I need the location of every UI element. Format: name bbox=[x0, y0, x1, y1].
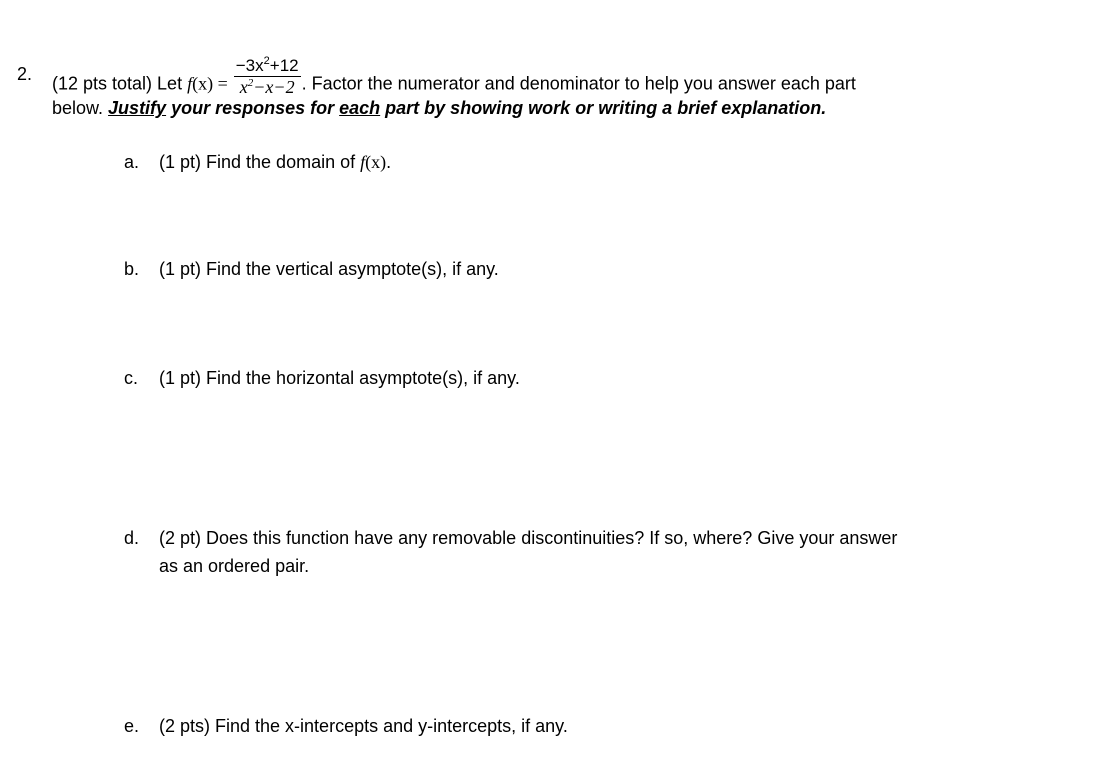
function-fraction bbox=[234, 56, 301, 97]
justify-middle: your responses for bbox=[166, 98, 340, 118]
part-d-letter: d. bbox=[124, 528, 140, 548]
part-c-text: (1 pt) Find the horizontal asymptote(s), if any. bbox=[159, 368, 520, 388]
question-points: (12 pts total) Let bbox=[52, 73, 188, 94]
question-number: 2. bbox=[17, 64, 33, 84]
part-a-text-before: (1 pt) Find the domain of bbox=[159, 152, 361, 172]
part-e-text: (2 pts) Find the x-intercepts and y-intercepts, if any. bbox=[159, 716, 568, 736]
part-a-text-after: . bbox=[386, 152, 392, 172]
justify-word: Justify bbox=[108, 98, 167, 118]
question-instruction: . Factor the numerator and denominator to help you answer each part bbox=[301, 73, 856, 94]
part-b-letter: b. bbox=[124, 259, 140, 279]
fraction-denominator: $x^2-x-2$ bbox=[239, 77, 295, 97]
part-a-func: f bbox=[360, 152, 366, 172]
part-d-text-line2: as an ordered pair. bbox=[159, 556, 310, 576]
each-word: each bbox=[339, 98, 381, 118]
function-argument: (x) = bbox=[192, 73, 228, 94]
justify-end: part by showing work or writing a brief explanation. bbox=[380, 98, 827, 118]
part-a-text bbox=[159, 152, 391, 173]
part-c-letter: c. bbox=[124, 368, 139, 388]
question-line2-start: below. bbox=[52, 98, 109, 118]
function-name: f bbox=[187, 73, 193, 94]
part-b-text: (1 pt) Find the vertical asymptote(s), if any. bbox=[159, 259, 499, 279]
part-a-letter: a. bbox=[124, 152, 140, 172]
part-a-func-arg: (x) bbox=[365, 152, 387, 172]
part-d-text: (2 pt) Does this function have any removable discontinuities? If so, where? Give your answer bbox=[159, 528, 898, 548]
question-justify-line bbox=[52, 98, 826, 119]
part-e-letter: e. bbox=[124, 716, 140, 736]
fraction-numerator: $-3x^2+12$ bbox=[235, 55, 299, 75]
